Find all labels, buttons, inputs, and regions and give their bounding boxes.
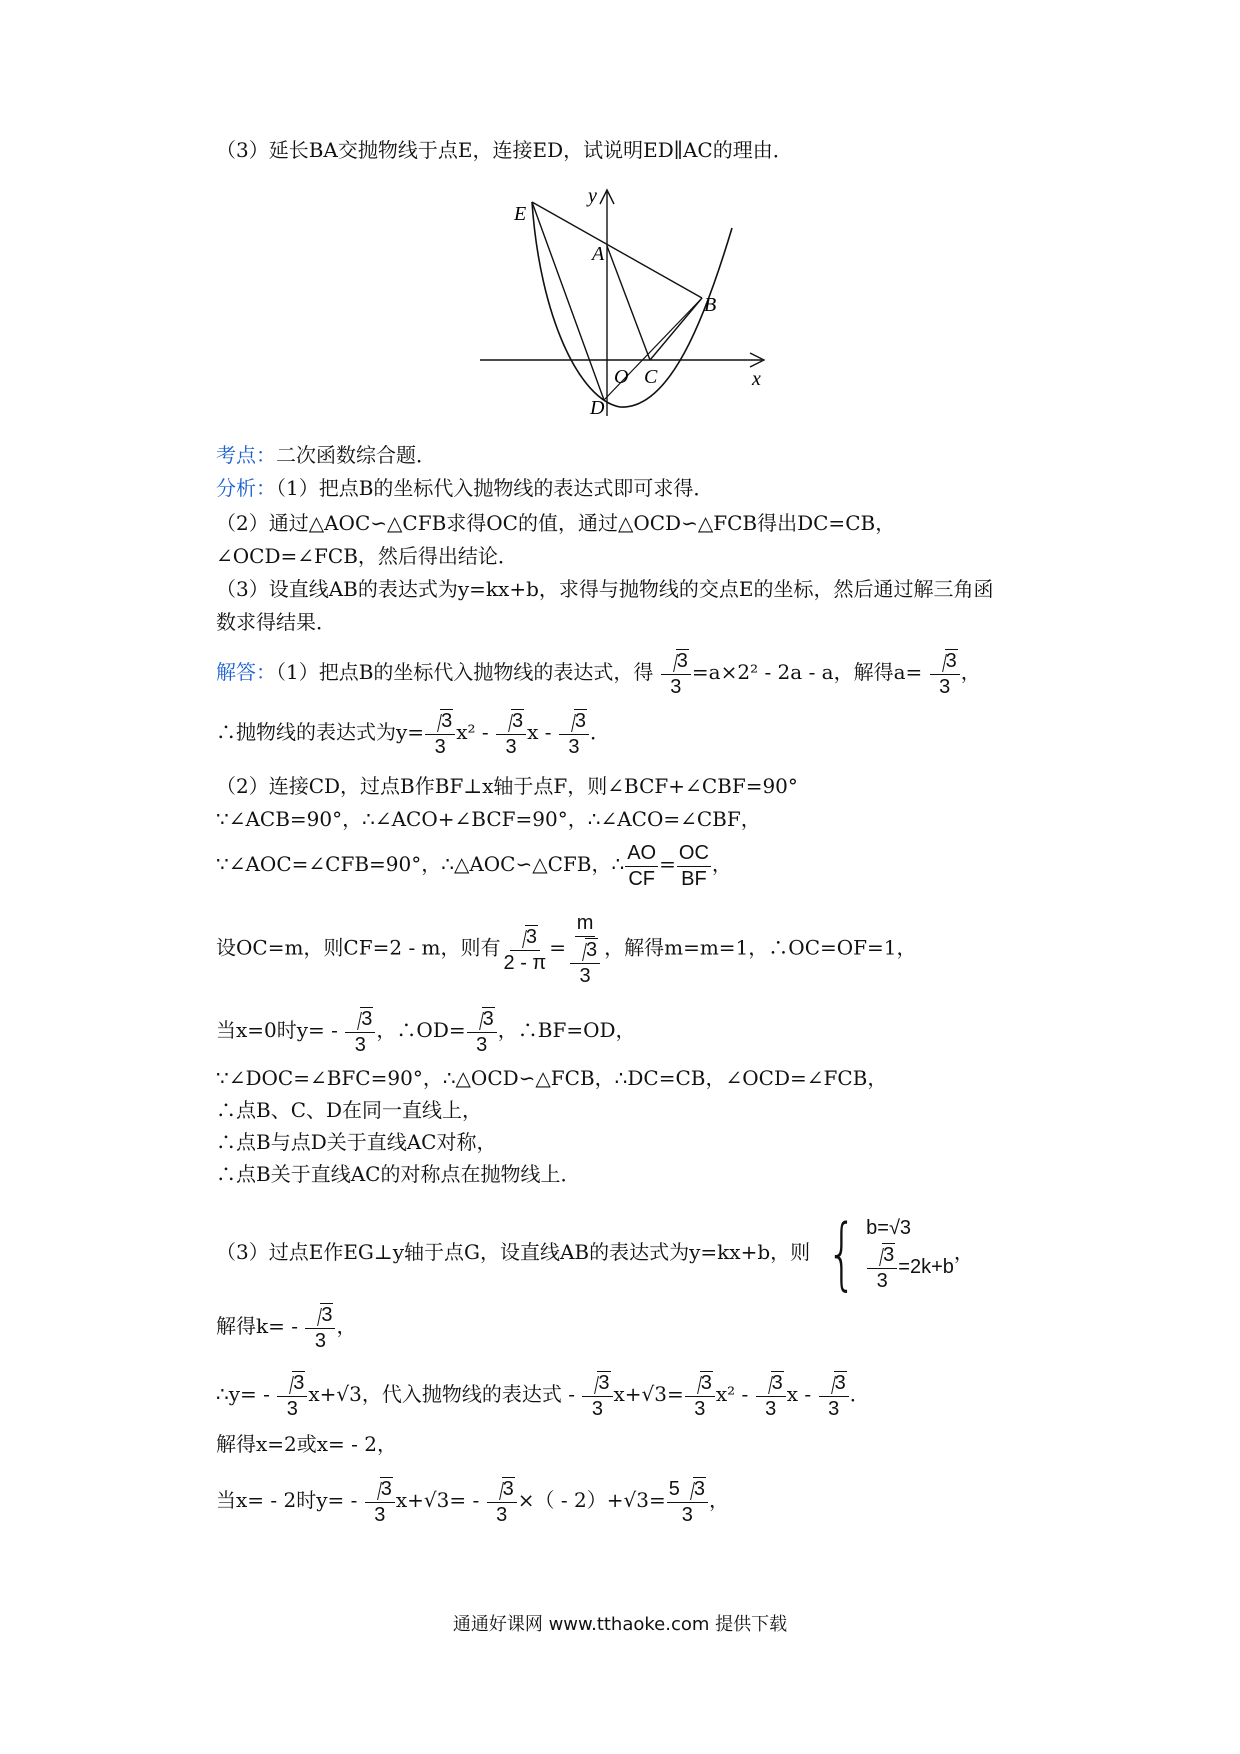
label-x: x — [752, 368, 761, 390]
label-C: C — [644, 366, 658, 388]
radicand: 3 — [693, 1478, 705, 1500]
denominator: 3 — [434, 736, 446, 758]
text: ， — [953, 1240, 974, 1264]
radicand: 3 — [441, 710, 453, 732]
segment-CB — [650, 298, 702, 360]
fraction-sqrt3-over-3 — [277, 1370, 307, 1421]
jieda-label: 解答： — [216, 660, 276, 684]
fraction-sqrt3-over-3 — [930, 648, 960, 699]
label-A: A — [592, 243, 605, 265]
text: ． — [849, 1382, 870, 1406]
radicand: 3 — [482, 1008, 494, 1030]
radicand: 3 — [586, 939, 598, 961]
fraction-sqrt3-over-3 — [487, 1476, 517, 1527]
radicand: 3 — [525, 925, 537, 948]
jieda-line-12 — [216, 1208, 974, 1299]
text: （1）把点B的坐标代入抛物线的表达式，得 — [276, 660, 654, 684]
fraction-sqrt3-over-3 — [819, 1370, 849, 1421]
fraction-sqrt3-over-3 — [756, 1370, 786, 1421]
radicand: 3 — [945, 650, 957, 672]
fenxi-line-2: （2）通过△AOC∽△CFB求得OC的值，通过△OCD∽△FCB得出DC=CB， — [216, 511, 896, 535]
radicand: 3 — [771, 1372, 783, 1394]
nested-fraction — [570, 937, 600, 988]
denominator: 3 — [354, 1034, 366, 1056]
denominator: 3 — [505, 736, 517, 758]
text: 设OC=m，则CF=2 - m，则有 — [216, 935, 501, 960]
system-row-2: =2k+b — [898, 1255, 954, 1278]
coefficient: 5 — [668, 1478, 680, 1500]
text: 当x= - 2时y= - — [216, 1488, 358, 1512]
equation-system: { b=√3 $\frac{3}{3}$ =2k+b — [826, 1208, 954, 1299]
text: ∴抛物线的表达式为y= — [216, 720, 425, 744]
fraction-sqrt3-over-3 — [867, 1242, 897, 1293]
text: x+√3= — [613, 1382, 684, 1406]
text: ，∴OD= — [376, 1018, 466, 1042]
parabola-curve — [532, 202, 732, 407]
jieda-line-5: ∵∠AOC=∠CFB=90°，∴△AOC∽△CFB，∴ $\frac{AO}{CF}$ = $\frac{OC}{BF}$ ， — [216, 842, 732, 890]
jieda-line-13 — [216, 1302, 356, 1353]
radicand: 3 — [380, 1478, 392, 1500]
fraction-OC-over-BF — [677, 840, 711, 891]
jieda-line-4: ∵∠ACB=90°，∴∠ACO+∠BCF=90°，∴∠ACO=∠CBF， — [216, 807, 761, 831]
kaodian-label: 考点： — [216, 443, 276, 467]
text: 当x=0时y= - — [216, 1018, 338, 1042]
radicand: 3 — [502, 1478, 514, 1500]
label-O: O — [614, 366, 629, 388]
text: ， — [708, 1488, 729, 1512]
jieda-line-9: ∴点B、C、D在同一直线上， — [216, 1098, 483, 1122]
denominator: 3 — [374, 1504, 386, 1526]
fraction-AO-over-CF — [625, 840, 658, 891]
fraction-sqrt3-over-3 — [582, 1370, 612, 1421]
denominator: 3 — [286, 1398, 298, 1420]
fraction-sqrt3-over-3 — [496, 708, 526, 759]
denominator: 3 — [568, 736, 580, 758]
fenxi-line-3: ∠OCD=∠FCB，然后得出结论． — [216, 544, 518, 568]
parabola-figure — [480, 188, 770, 420]
text: x² - — [456, 720, 489, 744]
fenxi-label: 分析： — [216, 476, 276, 500]
radicand: 3 — [361, 1008, 373, 1030]
jieda-line-11: ∴点B关于直线AC的对称点在抛物线上． — [216, 1162, 581, 1186]
fenxi-line-4: （3）设直线AB的表达式为y=kx+b，求得与抛物线的交点E的坐标，然后通过解三角函 — [216, 577, 994, 601]
radicand: 3 — [676, 650, 688, 672]
text: ∴y= - — [216, 1382, 270, 1406]
radicand: 3 — [700, 1372, 712, 1394]
denominator: 3 — [496, 1504, 508, 1526]
fenxi-line-1 — [216, 474, 713, 502]
radicand: 3 — [293, 1372, 305, 1394]
numerator: OC — [677, 840, 711, 867]
denominator: 3 — [476, 1034, 488, 1056]
text: =a×2² - 2a - a，解得a= — [691, 660, 923, 684]
text: x - — [527, 720, 552, 744]
jieda-line-1: 解答：（1）把点B的坐标代入抛物线的表达式，得 $\frac{3}{3}$ =a×2² - 2a - a，解得a= $\frac{3}{3}$ ， — [216, 650, 981, 698]
jieda-line-8: ∵∠DOC=∠BFC=90°，∴△OCD∽△FCB，∴DC=CB，∠OCD=∠FCB， — [216, 1066, 888, 1090]
numerator: m — [575, 910, 596, 937]
jieda-line-3: （2）连接CD，过点B作BF⊥x轴于点F，则∠BCF+∠CBF=90° — [216, 774, 798, 798]
denominator: 2 - π — [503, 951, 547, 974]
text: ∵∠AOC=∠CFB=90°，∴△AOC∽△CFB，∴ — [216, 852, 625, 876]
jieda-line-15: 解得x=2或x= - 2， — [216, 1432, 397, 1456]
denominator: 3 — [765, 1398, 777, 1420]
text: ，解得m=m=1，∴OC=OF=1， — [604, 935, 917, 960]
radicand: 3 — [834, 1372, 846, 1394]
fenxi-line-5: 数求得结果． — [216, 610, 336, 634]
fraction-sqrt3-over-3 — [685, 1370, 715, 1421]
radicand: 3 — [574, 710, 586, 732]
numerator: AO — [625, 840, 658, 867]
fenxi-text-1: （1）把点B的坐标代入抛物线的表达式即可求得． — [276, 476, 714, 500]
text: x - — [786, 1382, 812, 1406]
radicand: 3 — [598, 1372, 610, 1394]
fraction-m-over-sqrt3-over-3 — [567, 910, 603, 988]
jieda-line-2 — [216, 708, 610, 759]
denominator: BF — [681, 868, 707, 890]
denominator: CF — [628, 868, 655, 890]
jieda-line-16 — [216, 1476, 729, 1527]
radicand: 3 — [883, 1244, 895, 1266]
fraction-sqrt3-over-3 — [365, 1476, 395, 1527]
denominator: 3 — [591, 1398, 603, 1420]
jieda-line-14 — [216, 1370, 870, 1421]
text: ， — [336, 1314, 357, 1338]
text: （3）过点E作EG⊥y轴于点G，设直线AB的表达式为y=kx+b，则 — [216, 1240, 811, 1264]
jieda-line-10: ∴点B与点D关于直线AC对称， — [216, 1130, 497, 1154]
fraction-sqrt3-over-2-minus-pi — [502, 924, 549, 975]
denominator: 3 — [314, 1330, 326, 1352]
segment-EB — [532, 202, 702, 298]
text: x+√3= - — [395, 1488, 480, 1512]
fraction-sqrt3-over-3 — [559, 708, 589, 759]
radicand: 3 — [321, 1304, 333, 1326]
jieda-line-7 — [216, 1006, 636, 1057]
fraction-sqrt3-over-3 — [305, 1302, 335, 1353]
label-B: B — [704, 294, 717, 316]
denominator: 3 — [681, 1504, 693, 1526]
page-footer: 通通好课网 www.tthaoke.com 提供下载 — [452, 1614, 788, 1635]
kaodian-text: 二次函数综合题． — [276, 443, 436, 467]
text: ． — [589, 720, 610, 744]
radicand: 3 — [511, 710, 524, 732]
fraction-sqrt3-over-3 — [345, 1006, 375, 1057]
text: x+√3，代入抛物线的表达式 - — [308, 1382, 576, 1406]
denominator: 3 — [694, 1398, 706, 1420]
question-3: （3）延长BA交抛物线于点E，连接ED，试说明ED∥AC的理由． — [216, 138, 793, 162]
fraction-sqrt3-over-3 — [661, 648, 691, 699]
segment-ED — [532, 202, 604, 400]
system-row-1: b=√3 — [866, 1217, 912, 1239]
text: 解得k= - — [216, 1314, 298, 1338]
jieda-line-6: 设OC=m，则CF=2 - m，则有 $\frac{3}{2 - \pi}$ = $\frac{m}{\frac{3}{3}}$ ，解得m=m=1，∴OC=OF=1， — [216, 912, 917, 987]
kaodian — [216, 441, 436, 469]
text: x² - — [715, 1382, 749, 1406]
fraction-5sqrt3-over-3 — [667, 1476, 708, 1527]
denominator: 3 — [579, 965, 591, 987]
denominator: 3 — [876, 1270, 888, 1292]
segment-AC — [607, 246, 650, 360]
denominator: 3 — [670, 676, 682, 698]
label-E: E — [514, 203, 527, 225]
label-D: D — [590, 397, 605, 419]
label-y: y — [588, 188, 597, 207]
text: ，∴BF=OD， — [497, 1018, 636, 1042]
fraction-sqrt3-over-3 — [425, 708, 455, 759]
fraction-sqrt3-over-3 — [467, 1006, 497, 1057]
text: ×（ - 2）+√3= — [517, 1488, 666, 1512]
denominator: 3 — [828, 1398, 840, 1420]
denominator: 3 — [939, 676, 951, 698]
